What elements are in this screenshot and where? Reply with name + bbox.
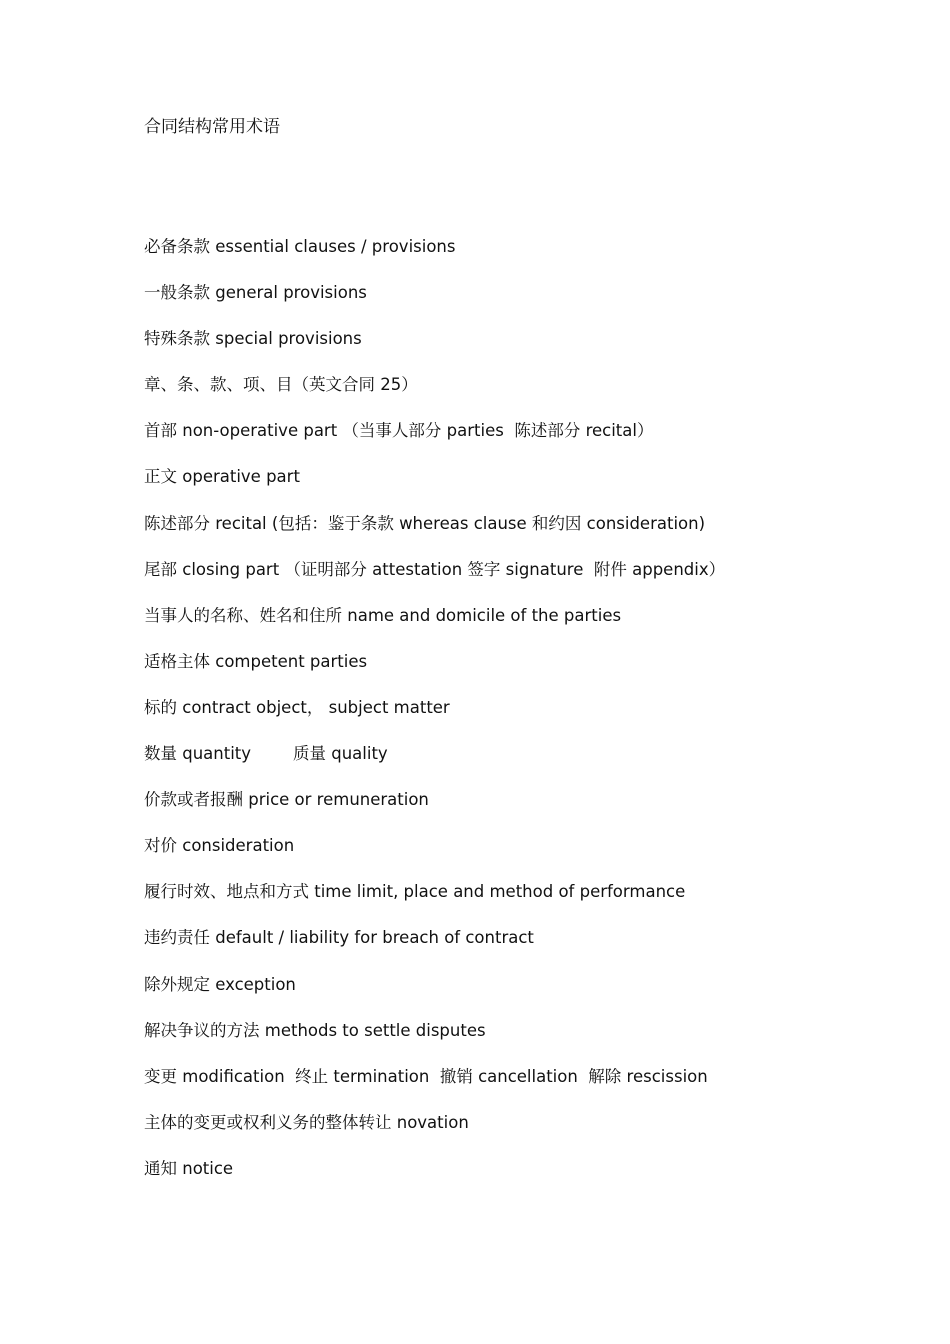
term-line: 解决争议的方法 methods to settle disputes xyxy=(144,1020,486,1040)
term-line: 章、条、款、项、目（英文合同 25） xyxy=(144,375,418,395)
term-line: 主体的变更或权利义务的整体转让 novation xyxy=(144,1112,469,1132)
term-line: 当事人的名称、姓名和住所 name and domicile of the parties xyxy=(144,605,622,625)
term-line: 数量 quantity 质量 quality xyxy=(144,744,388,764)
term-line: 对价 consideration xyxy=(144,836,295,856)
term-line: 适格主体 competent parties xyxy=(144,651,368,671)
term-line: 通知 notice xyxy=(144,1158,234,1178)
document-title: 合同结构常用术语 xyxy=(144,117,280,137)
term-line: 首部 non-operative part （当事人部分 parties 陈述部分 recital） xyxy=(144,421,654,441)
term-line: 必备条款 essential clauses / provisions xyxy=(144,237,456,256)
term-line: 正文 operative part xyxy=(144,467,300,487)
term-line: 标的 contract object， subject matter xyxy=(144,697,450,717)
term-line: 变更 modification 终止 termination 撤销 cancellation 解除 rescission xyxy=(144,1066,708,1086)
term-line: 除外规定 exception xyxy=(144,974,296,994)
term-line: 违约责任 default / liability for breach of contract xyxy=(144,928,534,948)
term-line: 履行时效、地点和方式 time limit, place and method of performance xyxy=(144,882,686,902)
term-line: 尾部 closing part （证明部分 attestation 签字 signature 附件 appendix） xyxy=(144,559,726,579)
term-line: 价款或者报酬 price or remuneration xyxy=(144,790,429,810)
term-line: 陈述部分 recital (包括：鉴于条款 whereas clause 和约因 consideration) xyxy=(144,513,706,533)
term-list xyxy=(144,236,725,1204)
term-line: 特殊条款 special provisions xyxy=(144,329,362,349)
term-line: 一般条款 general provisions xyxy=(144,283,367,303)
